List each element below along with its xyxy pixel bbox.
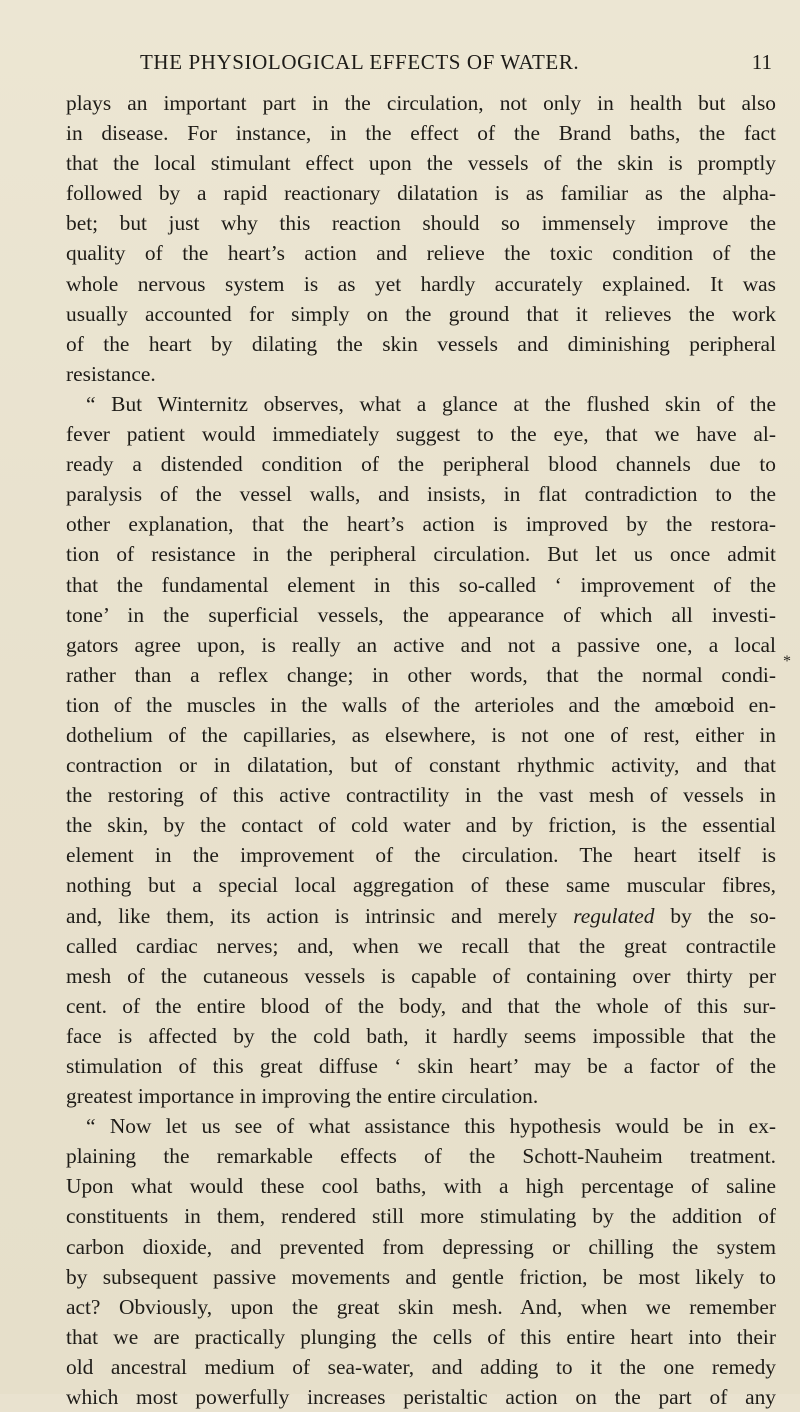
text-line: act? Obviously, upon the great skin mesh. And, when we remember xyxy=(66,1294,776,1319)
text-line: nothing but a special local aggregation of these same muscular fibres, xyxy=(66,873,776,898)
text-line: element in the improvement of the circulation. The heart itself is xyxy=(66,843,776,868)
text-line: that the fundamental element in this so-called ‘ improvement of the xyxy=(66,572,776,597)
text-line: constituents in them, rendered still more stimulating by the addition of xyxy=(66,1204,776,1229)
text-line: quality of the heart’s action and relieve the toxic condition of the xyxy=(66,241,776,266)
text-line: “ But Winternitz observes, what a glance at the flushed skin of the xyxy=(86,391,776,416)
margin-mark: * xyxy=(783,653,791,670)
running-head xyxy=(0,50,800,80)
text-line: gators agree upon, is really an active and not a passive one, a local xyxy=(66,632,776,657)
page-number: 11 xyxy=(751,50,772,74)
text-line: resistance. xyxy=(66,361,156,386)
text-line: greatest importance in improving the entire circulation. xyxy=(66,1084,539,1109)
text-line: which most powerfully increases peristaltic action on the part of any xyxy=(66,1385,776,1410)
text-line: other explanation, that the heart’s action is improved by the restora- xyxy=(66,512,776,537)
text-line: mesh of the cutaneous vessels is capable of containing over thirty per xyxy=(66,963,776,988)
text-line: old ancestral medium of sea-water, and adding to it the one remedy xyxy=(66,1354,776,1379)
text-line: rather than a reflex change; in other words, that the normal condi- xyxy=(66,662,776,687)
text-line: whole nervous system is as yet hardly accurately explained. It was xyxy=(66,271,776,296)
text-line: of the heart by dilating the skin vessels and diminishing peripheral xyxy=(66,331,776,356)
text-line: cent. of the entire blood of the body, and that the whole of this sur- xyxy=(66,993,776,1018)
text-line: plays an important part in the circulation, not only in health but also xyxy=(66,91,776,115)
running-title: THE PHYSIOLOGICAL EFFECTS OF WATER. xyxy=(140,50,580,74)
text-line: the restoring of this active contractility in the vast mesh of vessels in xyxy=(66,783,776,808)
text-line: face is affected by the cold bath, it hardly seems impossible that the xyxy=(66,1023,776,1048)
text-line: and, like them, its action is intrinsic and merely regulated by the so- xyxy=(66,903,776,928)
text-line: that the local stimulant effect upon the vessels of the skin is promptly xyxy=(66,151,776,176)
text-line: stimulation of this great diffuse ‘ skin heart’ may be a factor of the xyxy=(66,1054,776,1078)
text-line: usually accounted for simply on the ground that it relieves the work xyxy=(66,301,776,326)
text-line: Upon what would these cool baths, with a high percentage of saline xyxy=(66,1174,776,1199)
text-line: bet; but just why this reaction should so immensely improve the xyxy=(66,211,776,236)
text-line: tone’ in the superficial vessels, the appearance of which all investi- xyxy=(66,602,776,627)
text-line: by subsequent passive movements and gentle friction, be most likely to xyxy=(66,1264,776,1289)
text-line: called cardiac nerves; and, when we recall that the great contractile xyxy=(66,933,776,958)
body-text xyxy=(66,88,776,1412)
text-line: followed by a rapid reactionary dilatation is as familiar as the alpha- xyxy=(66,181,776,206)
text-line: plaining the remarkable effects of the Schott-Nauheim treatment. xyxy=(66,1144,776,1169)
text-line: ready a distended condition of the peripheral blood channels due to xyxy=(66,452,776,477)
text-line: tion of the muscles in the walls of the arterioles and the amœboid en- xyxy=(66,692,776,717)
text-line: carbon dioxide, and prevented from depressing or chilling the system xyxy=(66,1234,776,1259)
text-line: contraction or in dilatation, but of constant rhythmic activity, and that xyxy=(66,753,776,778)
text-line: “ Now let us see of what assistance this hypothesis would be in ex- xyxy=(86,1114,776,1139)
text-line: fever patient would immediately suggest to the eye, that we have al- xyxy=(66,422,776,447)
text-line: paralysis of the vessel walls, and insists, in flat contradiction to the xyxy=(66,482,776,507)
text-line: tion of resistance in the peripheral circulation. But let us once admit xyxy=(66,542,776,567)
text-line: the skin, by the contact of cold water and by friction, is the essential xyxy=(66,813,776,838)
text-line: dothelium of the capillaries, as elsewhere, is not one of rest, either in xyxy=(66,722,776,747)
emphasis: regulated xyxy=(573,903,655,928)
text-line: that we are practically plunging the cells of this entire heart into their xyxy=(66,1324,776,1349)
text-line: in disease. For instance, in the effect of the Brand baths, the fact xyxy=(66,121,776,146)
